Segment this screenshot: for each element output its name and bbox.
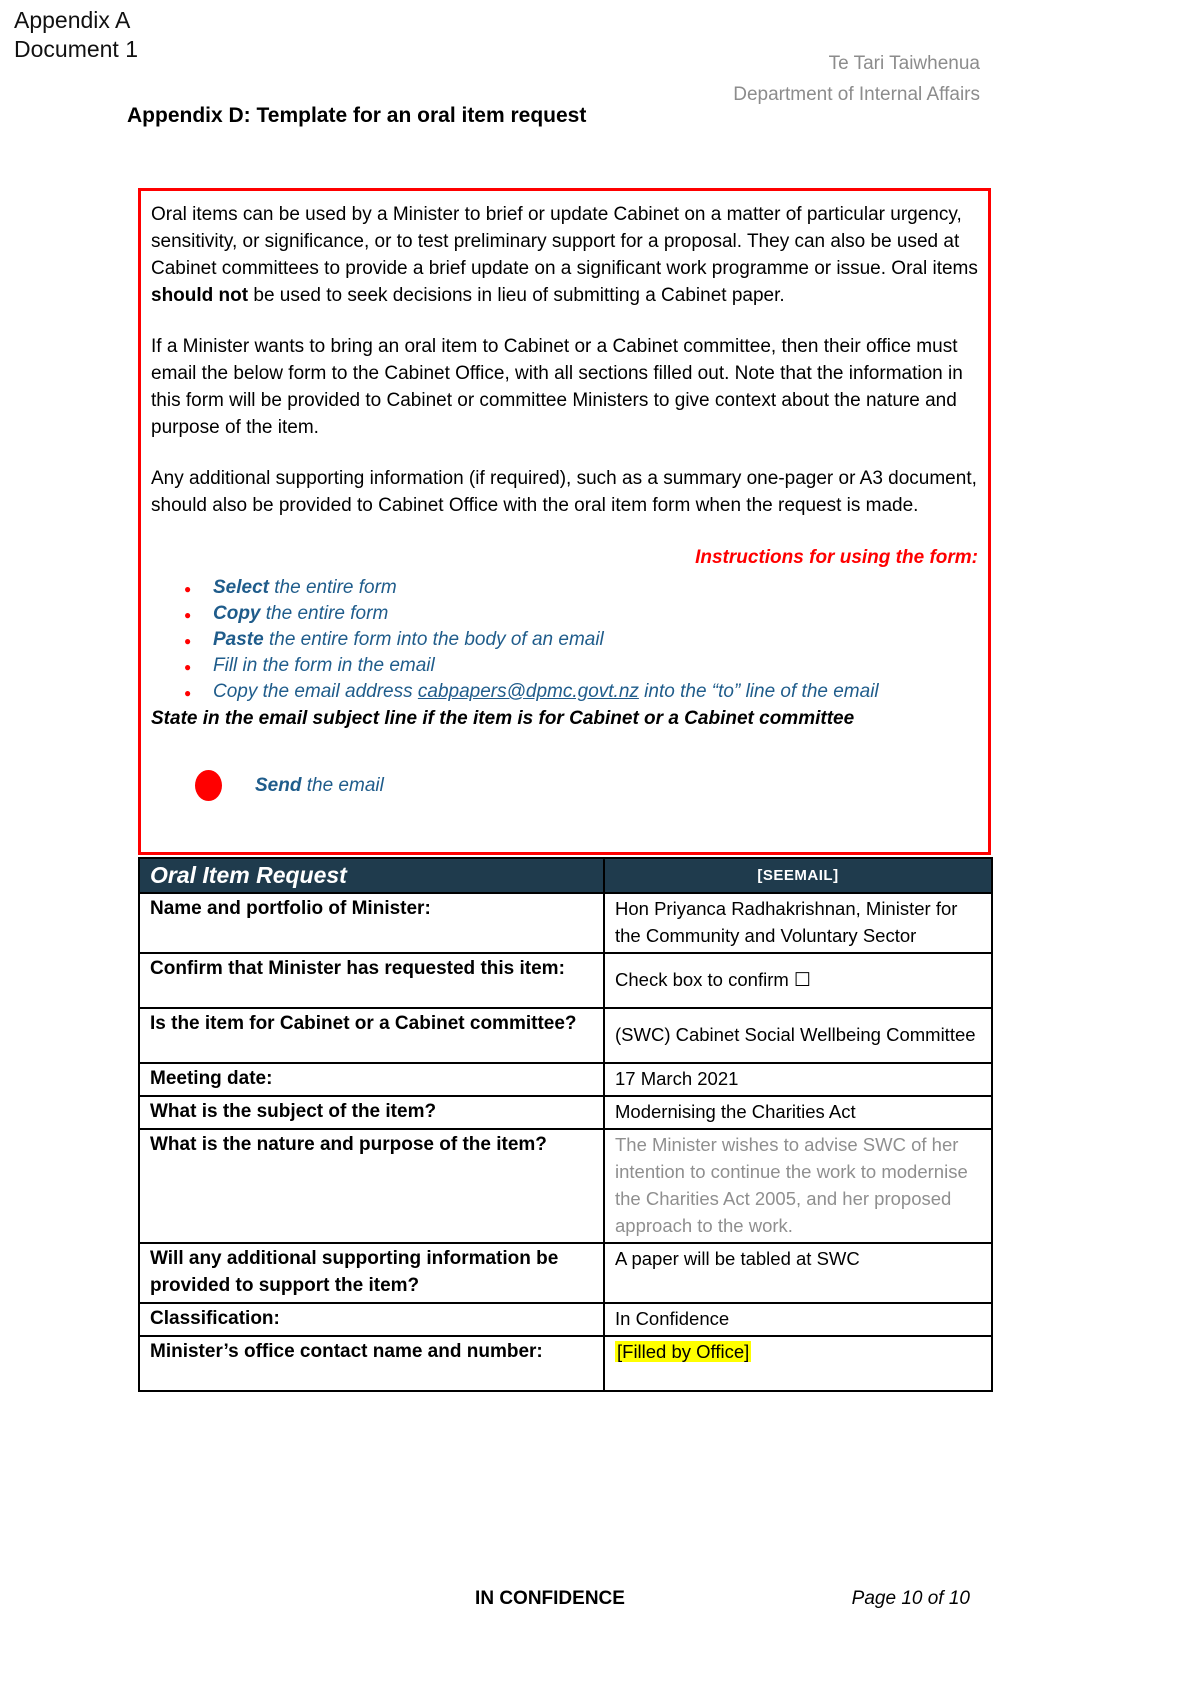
page-title: Appendix D: Template for an oral item request: [127, 104, 587, 127]
row-label: Minister’s office contact name and number:: [139, 1336, 604, 1391]
cabpapers-email-link[interactable]: cabpapers@dpmc.govt.nz: [417, 681, 639, 702]
row-value: Check box to confirm ☐: [604, 953, 992, 1008]
row-label: Meeting date:: [139, 1063, 604, 1096]
filled-by-office-highlight: [Filled by Office]: [617, 1341, 750, 1362]
table-row-confirm: [139, 953, 992, 1008]
table-row-committee: [139, 1008, 992, 1063]
classification-footer: IN CONFIDENCE: [475, 1588, 625, 1609]
row-value: In Confidence: [604, 1303, 992, 1336]
appendix-label-line1: Appendix A: [14, 7, 131, 33]
confirm-checkbox[interactable]: ☐: [793, 969, 811, 991]
table-row-minister-name: [139, 893, 992, 953]
table-row-nature-purpose: [139, 1129, 992, 1243]
send-step-label: Send the email: [255, 774, 384, 796]
row-label: Classification:: [139, 1303, 604, 1336]
table-header-row: [139, 858, 992, 893]
table-row-office-contact: [139, 1336, 992, 1391]
page-footer: [0, 1588, 1190, 1618]
row-label: Is the item for Cabinet or a Cabinet committee?: [139, 1008, 604, 1063]
appendix-label-line2: Document 1: [14, 36, 139, 62]
oral-item-request-table: [138, 857, 993, 1392]
intro-paragraph-3: Any additional supporting information (if required), such as a summary one-pager or A3 document, should also be provided to Cabinet Office with the oral item form when the request is made.: [151, 468, 977, 516]
appendix-corner-label: [14, 6, 138, 64]
send-step: [151, 770, 978, 801]
department-letterhead: [733, 48, 980, 110]
row-label: What is the subject of the item?: [139, 1096, 604, 1129]
subject-line-note: State in the email subject line if the item is for Cabinet or a Cabinet committee: [151, 708, 855, 729]
step-paste: ● Paste the entire form into the body of an email: [151, 627, 978, 653]
step-copy-email-address: ● Copy the email address cabpapers@dpmc.govt.nz into the “to” line of the email: [151, 679, 978, 705]
org-name-english: Department of Internal Affairs: [733, 84, 980, 105]
step-fill-in: ● Fill in the form in the email: [151, 653, 978, 679]
row-label: What is the nature and purpose of the item?: [139, 1129, 604, 1243]
row-value: The Minister wishes to advise SWC of her intention to continue the work to modernise the Charities Act 2005, and her proposed approach to the work.: [604, 1129, 992, 1243]
row-label: Name and portfolio of Minister:: [139, 893, 604, 953]
row-label: Confirm that Minister has requested this item:: [139, 953, 604, 1008]
table-row-subject: [139, 1096, 992, 1129]
oral-items-info-box: [138, 188, 991, 855]
table-row-supporting-info: [139, 1243, 992, 1303]
intro-paragraph-1: Oral items can be used by a Minister to brief or update Cabinet on a matter of particular urgency, sensitivity, or significance, or to test preliminary support for a proposal. They can also be used at Cabinet committees to provide a brief update on a significant work programme or issue. Oral items should not be used to seek decisions in lieu of submitting a Cabinet paper.: [151, 204, 978, 306]
row-value: [604, 1336, 992, 1391]
page-number: Page 10 of 10: [851, 1588, 970, 1609]
step-copy: ● Copy the entire form: [151, 601, 978, 627]
table-row-classification: [139, 1303, 992, 1336]
org-name-maori: Te Tari Taiwhenua: [828, 53, 980, 74]
row-value: Modernising the Charities Act: [604, 1096, 992, 1129]
step-select: ● Select the entire form: [151, 575, 978, 601]
row-label: Will any additional supporting information be provided to support the item?: [139, 1243, 604, 1303]
instruction-steps-list: [151, 575, 978, 705]
table-row-meeting-date: [139, 1063, 992, 1096]
instructions-heading: Instructions for using the form:: [695, 547, 978, 568]
row-value: A paper will be tabled at SWC: [604, 1243, 992, 1303]
table-header-tag: [SEEMAIL]: [604, 858, 992, 893]
red-bullet-dot-icon: [195, 770, 222, 801]
intro-paragraph-2: If a Minister wants to bring an oral item to Cabinet or a Cabinet committee, then their office must email the below form to the Cabinet Office, with all sections filled out. Note that the information in this form will be provided to Cabinet or committee Ministers to give context about the nature and purpose of the item.: [151, 336, 963, 438]
row-value: Hon Priyanca Radhakrishnan, Minister for the Community and Voluntary Sector: [604, 893, 992, 953]
row-value: 17 March 2021: [604, 1063, 992, 1096]
emphasis-should-not: should not: [151, 285, 249, 306]
table-title: Oral Item Request: [139, 858, 604, 893]
row-value: (SWC) Cabinet Social Wellbeing Committee: [604, 1008, 992, 1063]
